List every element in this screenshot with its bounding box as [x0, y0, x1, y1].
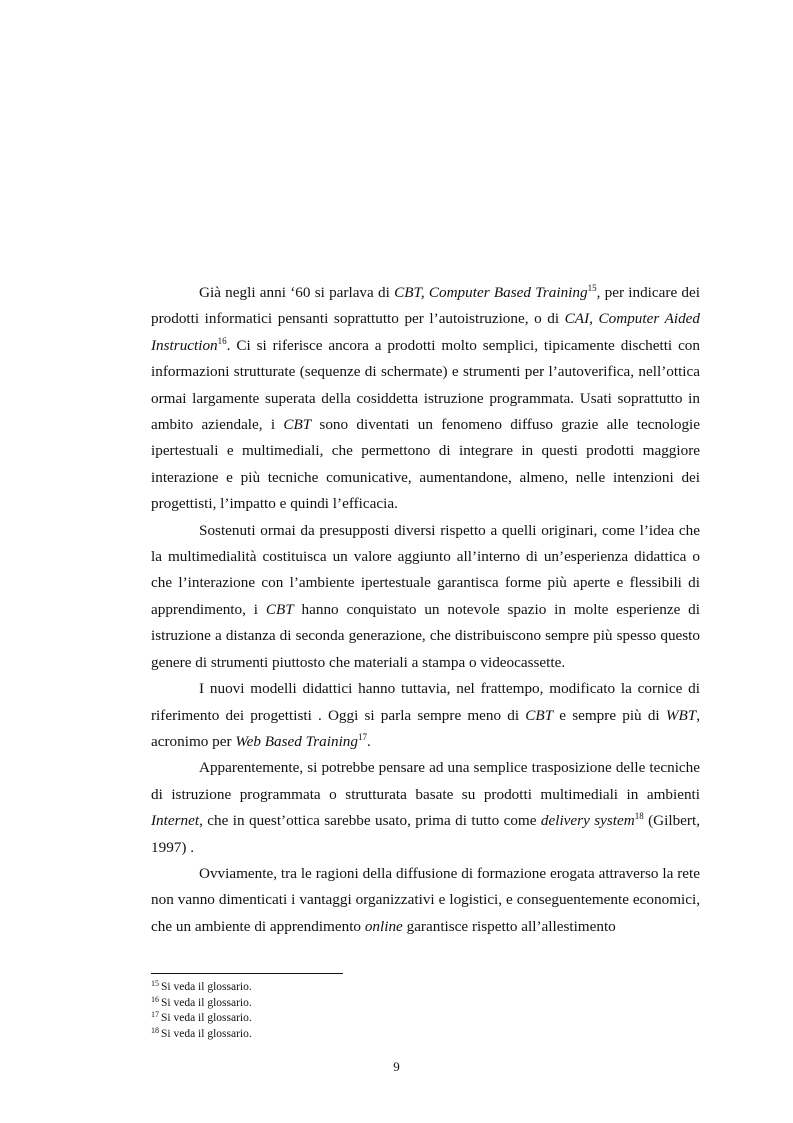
footnote: [151, 1011, 252, 1027]
footnote-text: Si veda il glossario.: [161, 996, 252, 1009]
italic-term: WBT: [665, 706, 697, 724]
footnote: [151, 980, 252, 996]
text-run: Ovviamente, tra le ragioni della diffusione di formazione erogata attraverso la rete non vanno dimenticati i vantaggi organizzativi e logistici, e conseguentemente economici, che un ambiente di apprendimento: [151, 864, 700, 935]
paragraph: [151, 676, 700, 755]
footnote-text: Si veda il glossario.: [161, 1027, 252, 1040]
footnote-ref: 18: [634, 811, 644, 822]
footnote: [151, 996, 252, 1012]
footnote-number: 18: [151, 1025, 159, 1035]
text-run: , acronimo per: [151, 706, 700, 750]
text-run: Sostenuti ormai da presupposti diversi rispetto a quelli originari, come l’idea che la multimedialità costituisca un valore aggiunto all’interno di un’esperienza didattica o che l’interazione con l’ambiente ipertestuale garantisca forme più aperte e flessibili di apprendimento, i: [151, 521, 700, 618]
text-run: hanno conquistato un notevole spazio in molte esperienze di istruzione a distanza di seconda generazione, che distribuiscono sempre più spesso questo genere di strumenti piuttosto che materiali a stampa o videocassette.: [151, 600, 700, 671]
italic-term: Web Based Training: [235, 732, 358, 750]
italic-term: CBT: [525, 706, 554, 724]
page-number: 9: [393, 1059, 400, 1074]
footnote-number: 17: [151, 1010, 159, 1019]
italic-term: Internet: [151, 812, 200, 830]
footnote: [151, 1027, 252, 1043]
paragraph: [151, 861, 700, 940]
text-run: garantisce rispetto all’allestimento: [402, 917, 616, 935]
footnote-separator: [151, 973, 343, 974]
text-run: Già negli anni ‘60 si parlava di: [199, 284, 395, 301]
paragraph: [151, 280, 700, 518]
footnote-number: 16: [151, 994, 159, 1004]
footnote-text: Si veda il glossario.: [161, 1012, 252, 1024]
footnote-ref: 15: [587, 283, 597, 293]
italic-term: CAI: [564, 310, 590, 328]
footnote-number: 15: [151, 979, 159, 988]
italic-term: delivery system: [540, 812, 635, 830]
text-run: sono diventati un fenomeno diffuso grazie alle tecnologie ipertestuali e multimediali, che permettono di integrare in questi prodotti maggiore interazione e più tecniche comunicative, aumentandone, almeno, nelle intenzioni dei progettisti, l’impatto e quindi l’efficacia.: [151, 416, 700, 513]
footnote-text: Si veda il glossario.: [161, 981, 252, 993]
main-text: [151, 280, 700, 940]
footnote-ref: 17: [357, 731, 367, 742]
text-run: . Ci si riferisce ancora a prodotti molto semplici, tipicamente dischetti con informazioni strutturate (sequenze di schermate) e strumenti per l’autoverifica, nell’ottica ormai largamente superata della cosiddetta istruzione programmata. Usati soprattutto in ambito aziendale, i: [151, 336, 700, 434]
text-run: .: [366, 732, 371, 750]
text-run: , che in quest’ottica sarebbe usato, prima di tutto come: [199, 812, 541, 830]
text-run: I nuovi modelli didattici hanno tuttavia, nel frattempo, modificato la cornice di riferimento dei progettisti . Oggi si parla sempre meno di: [151, 680, 700, 724]
italic-term: Computer Aided Instruction: [151, 310, 700, 354]
italic-term: CBT: [265, 600, 294, 618]
italic-term: online: [364, 917, 403, 935]
italic-term: CBT, Computer Based Training: [394, 284, 588, 301]
italic-term: CBT: [283, 416, 312, 434]
text-run: , per indicare dei prodotti informatici pensanti soprattutto per l’autoistruzione, o di: [151, 284, 700, 328]
text-run: ,: [589, 310, 599, 328]
footnote-ref: 16: [217, 335, 227, 346]
text-run: Apparentemente, si potrebbe pensare ad una semplice trasposizione delle tecniche di istruzione programmata o strutturata basate su prodotti multimediali in ambienti: [151, 759, 700, 803]
footnotes: [151, 980, 252, 1042]
paragraph: [151, 755, 700, 861]
paragraph: [151, 518, 700, 676]
text-run: e sempre più di: [553, 706, 666, 724]
text-run: (Gilbert, 1997) .: [151, 812, 700, 856]
